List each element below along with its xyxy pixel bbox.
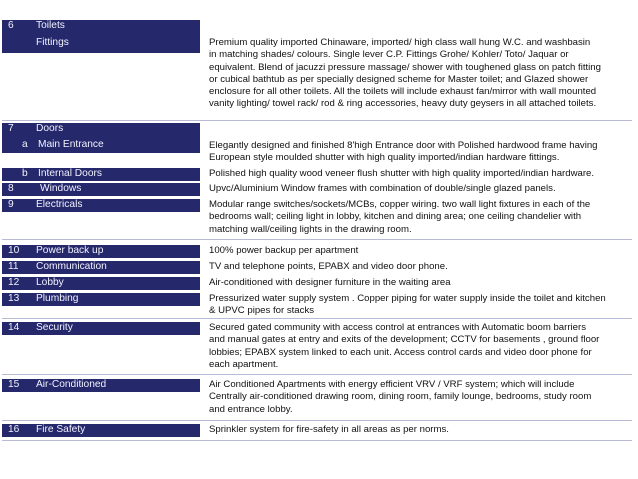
spec-label: Power back up xyxy=(36,245,104,256)
spec-label: Lobby xyxy=(36,277,64,288)
spec-description: Sprinkler system for fire-safety in all areas as per norms. xyxy=(209,424,449,435)
spec-subprefix: a xyxy=(22,139,28,150)
spec-label: Plumbing xyxy=(36,293,79,304)
spec-label-bar xyxy=(2,277,200,290)
spec-description: Pressurized water supply system . Copper piping for water supply inside the toilet and kitchen & UPVC pipes for stacks xyxy=(209,293,606,317)
spec-label: Doors xyxy=(36,123,64,134)
spec-subprefix: b xyxy=(22,168,28,179)
spec-number: 12 xyxy=(8,277,20,288)
spec-description: Upvc/Aluminium Window frames with combination of double/single glazed panels. xyxy=(209,183,556,194)
spec-label-bar xyxy=(2,20,200,53)
spec-label: Toilets xyxy=(36,20,65,31)
spec-description: Polished high quality wood veneer flush shutter with high quality imported/indian hardware. xyxy=(209,168,595,179)
spec-description: TV and telephone points, EPABX and video door phone. xyxy=(209,261,448,272)
row-divider xyxy=(2,374,632,375)
spec-label-bar xyxy=(2,322,200,335)
spec-number: 8 xyxy=(8,183,14,194)
row-divider xyxy=(2,420,632,421)
spec-label: Air-Conditioned xyxy=(36,379,107,390)
spec-label-bar xyxy=(2,168,200,181)
spec-label-bar xyxy=(2,199,200,212)
spec-sublabel: Internal Doors xyxy=(38,168,102,179)
spec-label-bar xyxy=(2,183,200,196)
spec-description: Secured gated community with access control at entrances with Automatic boom barriers and manual gates at entry and exits of the development; CCTV for basements , ground floor lobbies; EPABX system linked to each unit. Access control cards and video door phone for each apartment. xyxy=(209,322,600,370)
spec-label: Electricals xyxy=(36,199,83,210)
spec-number: 14 xyxy=(8,322,20,333)
row-divider xyxy=(2,440,632,441)
spec-number: 6 xyxy=(8,20,14,31)
spec-description: Air-conditioned with designer furniture in the waiting area xyxy=(209,277,451,288)
spec-label-bar xyxy=(2,424,200,437)
spec-label: Fire Safety xyxy=(36,424,86,435)
spec-sublabel: Fittings xyxy=(36,37,69,48)
spec-label: Security xyxy=(36,322,73,333)
spec-description: Modular range switches/sockets/MCBs, copper wiring. two wall light fixtures in each of the bedrooms wall; ceiling light in lobby, kitchen and dining area; one ceiling chandelier with matching wall/ceiling lights in the drawing room. xyxy=(209,199,591,235)
row-divider xyxy=(2,239,632,240)
spec-number: 16 xyxy=(8,424,20,435)
spec-label-bar xyxy=(2,123,200,153)
row-divider xyxy=(2,120,632,121)
spec-label-bar xyxy=(2,261,200,274)
spec-description: Premium quality imported Chinaware, imported/ high class wall hung W.C. and washbasin in matching shades/ colours. Single lever C.P. Fittings Grohe/ Kohler/ Toto/ Jaquar or equivalent. Blend of jacuzzi pressure massage/ shower with toughened glass on patch fitting or cubical bathtub as per specially designed scheme for Master toilet; and Glazed shower enclosure for all other toilets. All the toilets will include exhaust fan/mirror with wall mounted vanity lighting/ towel rack/ rod & ring accessories, heavy duty geysers in all attached toilets. xyxy=(209,37,601,110)
spec-sublabel: Main Entrance xyxy=(38,139,104,150)
spec-description: 100% power backup per apartment xyxy=(209,245,359,256)
spec-label-bar xyxy=(2,245,200,258)
spec-number: 10 xyxy=(8,245,20,256)
row-divider xyxy=(2,318,632,319)
spec-label-bar xyxy=(2,293,200,306)
spec-description: Elegantly designed and finished 8'high Entrance door with Polished hardwood frame having European style moulded shutter with high quality imported/indian hardware fittings. xyxy=(209,140,598,164)
spec-label: Windows xyxy=(40,183,82,194)
spec-number: 9 xyxy=(8,199,14,210)
spec-description: Air Conditioned Apartments with energy efficient VRV / VRF system; which will include Centrally air-conditioned drawing room, dining room, family lounge, bedrooms, study room and entrance lobby. xyxy=(209,379,592,415)
spec-label-bar xyxy=(2,379,200,392)
spec-label: Communication xyxy=(36,261,107,272)
spec-number: 11 xyxy=(8,261,19,272)
spec-number: 13 xyxy=(8,293,20,304)
spec-number: 7 xyxy=(8,123,14,134)
spec-number: 15 xyxy=(8,379,20,390)
